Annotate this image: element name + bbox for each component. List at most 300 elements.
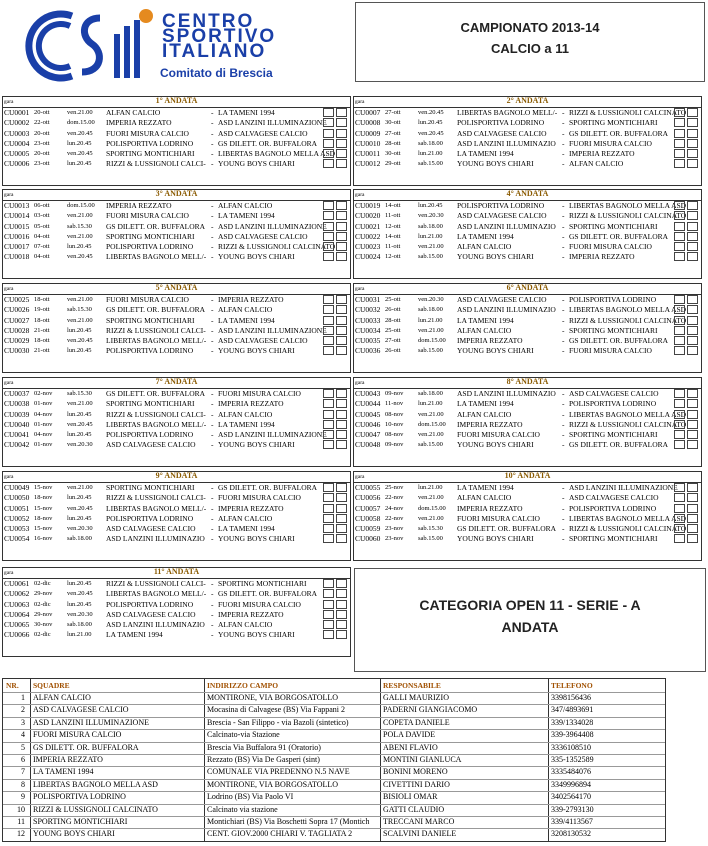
score-away-box[interactable] [687, 430, 698, 439]
score-home-box[interactable] [674, 504, 685, 513]
home-team: YOUNG BOYS CHIARI [457, 534, 534, 544]
match-date: 20-ott [34, 150, 50, 158]
home-team: GS DILETT. OR. BUFFALORA [106, 389, 206, 398]
match-row [354, 420, 701, 430]
home-team: LA TAMENI 1994 [457, 315, 514, 325]
home-team: ALFAN CALCIO [457, 325, 512, 335]
score-home-box[interactable] [674, 440, 685, 449]
match-time: lun.20.45 [67, 326, 92, 334]
vs-separator: - [211, 325, 214, 335]
score-away-box[interactable] [336, 346, 347, 355]
score-home-box[interactable] [674, 242, 685, 251]
score-away-box[interactable] [336, 295, 347, 304]
match-row [354, 201, 701, 211]
away-team: ASD CALVAGESE CALCIO [218, 128, 308, 138]
score-away-box[interactable] [336, 440, 347, 449]
away-team: ALFAN CALCIO [218, 620, 273, 630]
team-manager: GATTI CLAUDIO [383, 804, 445, 814]
match-row [3, 579, 350, 589]
score-away-box[interactable] [687, 201, 698, 210]
vs-separator: - [562, 305, 565, 315]
round-header [354, 97, 701, 108]
score-away-box[interactable] [336, 139, 347, 148]
match-code: CU0037 [4, 389, 30, 398]
score-home-box[interactable] [674, 493, 685, 502]
score-home-box[interactable] [323, 305, 334, 314]
score-home-box[interactable] [323, 524, 334, 533]
score-home-box[interactable] [674, 389, 685, 398]
match-code: CU0027 [4, 315, 30, 325]
score-home-box[interactable] [323, 139, 334, 148]
score-away-box[interactable] [336, 316, 347, 325]
score-home-box[interactable] [323, 430, 334, 439]
score-home-box[interactable] [323, 504, 334, 513]
match-date: 25-ott [385, 296, 401, 303]
field-address: COMUNALE VIA PREDENNO N.5 NAVE [207, 767, 350, 777]
score-away-box[interactable] [687, 305, 698, 314]
vs-separator: - [211, 118, 214, 128]
score-away-box[interactable] [687, 316, 698, 325]
csi-logo [12, 6, 342, 88]
score-home-box[interactable] [323, 149, 334, 158]
teams-row [3, 704, 665, 716]
team-number: 12 [17, 829, 25, 839]
score-home-box[interactable] [674, 129, 685, 138]
score-home-box[interactable] [674, 420, 685, 429]
vs-separator: - [562, 336, 565, 346]
score-away-box[interactable] [687, 524, 698, 533]
match-date: 11-ott [385, 243, 401, 251]
score-home-box[interactable] [674, 108, 685, 117]
field-address: Calcinato-via Stazione [207, 730, 280, 740]
score-away-box[interactable] [687, 222, 698, 231]
score-away-box[interactable] [336, 620, 347, 629]
away-team: GS DILETT. OR. BUFFALORA [218, 138, 318, 148]
score-away-box[interactable] [687, 534, 698, 543]
score-home-box[interactable] [674, 316, 685, 325]
score-away-box[interactable] [336, 579, 347, 588]
round-header [3, 568, 350, 579]
match-date: 25-nov [385, 484, 404, 491]
away-team: SPORTING MONTICHIARI [569, 221, 658, 231]
match-code: CU0056 [355, 493, 381, 503]
team-phone: 339-2793130 [551, 804, 594, 814]
team-name: LA TAMENI 1994 [33, 767, 94, 777]
team-number: 9 [21, 792, 25, 802]
team-name: GS DILETT. OR. BUFFALORA [33, 742, 139, 752]
match-row [3, 232, 350, 242]
score-home-box[interactable] [323, 399, 334, 408]
score-away-box[interactable] [687, 295, 698, 304]
away-team: FUORI MISURA CALCIO [569, 346, 652, 356]
away-team: ALFAN CALCIO [218, 409, 273, 419]
vs-separator: - [562, 221, 565, 231]
match-code: CU0019 [355, 201, 381, 210]
score-home-box[interactable] [674, 534, 685, 543]
score-away-box[interactable] [336, 589, 347, 598]
match-date: 26-ott [385, 306, 401, 314]
match-row [3, 410, 350, 420]
score-away-box[interactable] [687, 389, 698, 398]
home-team: SPORTING MONTICHIARI [106, 483, 195, 492]
match-time: ven.20.30 [418, 296, 444, 303]
home-team: ASD CALVAGESE CALCIO [106, 440, 196, 450]
score-home-box[interactable] [323, 201, 334, 210]
score-home-box[interactable] [674, 232, 685, 241]
score-home-box[interactable] [323, 222, 334, 231]
score-home-box[interactable] [674, 295, 685, 304]
score-away-box[interactable] [336, 211, 347, 220]
teams-row [3, 742, 665, 754]
score-home-box[interactable] [323, 440, 334, 449]
team-number: 5 [21, 742, 25, 752]
vs-separator: - [562, 325, 565, 335]
score-away-box[interactable] [336, 201, 347, 210]
score-away-box[interactable] [687, 149, 698, 158]
match-date: 09-nov [385, 441, 404, 449]
match-code: CU0035 [355, 336, 381, 346]
away-team: IMPERIA REZZATO [218, 609, 284, 619]
match-code: CU0029 [4, 336, 30, 346]
score-away-box[interactable] [336, 252, 347, 261]
score-home-box[interactable] [674, 211, 685, 220]
home-team: RIZZI & LUSSIGNOLI CALCI- [106, 325, 206, 335]
away-team: POLISPORTIVA LODRINO [569, 503, 657, 513]
round-header [354, 378, 701, 389]
gara-label: gara [4, 99, 14, 105]
vs-separator: - [562, 534, 565, 544]
field-address: MONTIRONE, VIA BORGOSATOLLO [207, 779, 339, 789]
vs-separator: - [211, 483, 214, 492]
score-home-box[interactable] [323, 420, 334, 429]
score-away-box[interactable] [336, 118, 347, 127]
match-time: sab.15.00 [418, 160, 443, 168]
match-code: CU0051 [4, 503, 30, 513]
team-number: 11 [17, 817, 25, 826]
match-time: lun.20.45 [67, 139, 92, 147]
score-away-box[interactable] [336, 493, 347, 502]
match-code: CU0055 [355, 483, 381, 492]
score-away-box[interactable] [336, 610, 347, 619]
match-code: CU0028 [4, 325, 30, 335]
vs-separator: - [211, 399, 214, 409]
score-away-box[interactable] [336, 399, 347, 408]
match-date: 05-ott [34, 222, 50, 230]
home-team: FUORI MISURA CALCIO [106, 211, 189, 221]
score-home-box[interactable] [323, 336, 334, 345]
score-home-box[interactable] [674, 524, 685, 533]
home-team: GS DILETT. OR. BUFFALORA [457, 524, 557, 534]
score-home-box[interactable] [674, 201, 685, 210]
match-row [354, 305, 701, 315]
score-home-box[interactable] [674, 326, 685, 335]
home-team: ASD LANZINI ILLUMINAZIO [106, 534, 205, 544]
home-team: YOUNG BOYS CHIARI [457, 252, 534, 262]
match-time: ven.21.00 [67, 484, 93, 491]
score-away-box[interactable] [336, 159, 347, 168]
match-date: 27-ott [385, 129, 401, 137]
score-home-box[interactable] [674, 399, 685, 408]
home-team: LIBERTAS BAGNOLO MELL/- [106, 336, 207, 346]
match-time: sab.15.00 [418, 253, 443, 261]
score-home-box[interactable] [674, 430, 685, 439]
score-home-box[interactable] [674, 159, 685, 168]
vs-separator: - [562, 389, 565, 398]
score-away-box[interactable] [687, 399, 698, 408]
score-home-box[interactable] [323, 326, 334, 335]
match-date: 23-nov [385, 535, 404, 543]
away-team: IMPERIA REZZATO [569, 149, 635, 159]
score-away-box[interactable] [687, 346, 698, 355]
match-date: 11-ott [385, 212, 401, 220]
match-row [3, 440, 350, 450]
match-date: 15-nov [34, 484, 53, 491]
match-code: CU0007 [355, 108, 381, 117]
match-code: CU0040 [4, 419, 30, 429]
team-phone: 335-1352589 [551, 755, 594, 764]
match-date: 10-nov [385, 420, 404, 428]
score-away-box[interactable] [336, 600, 347, 609]
match-time: ven.21.00 [67, 109, 93, 116]
home-team: LIBERTAS BAGNOLO MELL/- [106, 503, 207, 513]
match-date: 16-nov [34, 535, 53, 543]
score-away-box[interactable] [336, 336, 347, 345]
score-away-box[interactable] [336, 108, 347, 117]
teams-row [3, 816, 665, 828]
score-away-box[interactable] [336, 524, 347, 533]
score-home-box[interactable] [323, 316, 334, 325]
match-code: CU0047 [355, 430, 381, 440]
team-phone: 339/4113567 [551, 817, 593, 826]
team-number: 3 [21, 717, 25, 727]
vs-separator: - [211, 440, 214, 450]
match-time: lun.20.45 [67, 600, 92, 608]
score-away-box[interactable] [336, 534, 347, 543]
score-home-box[interactable] [674, 305, 685, 314]
match-time: ven.20.45 [67, 150, 93, 158]
score-home-box[interactable] [323, 252, 334, 261]
score-away-box[interactable] [687, 493, 698, 502]
score-away-box[interactable] [336, 222, 347, 231]
match-row [3, 326, 350, 336]
score-away-box[interactable] [687, 336, 698, 345]
score-away-box[interactable] [687, 326, 698, 335]
vs-separator: - [211, 128, 214, 138]
score-away-box[interactable] [336, 420, 347, 429]
score-away-box[interactable] [336, 504, 347, 513]
vs-separator: - [211, 149, 214, 159]
score-home-box[interactable] [323, 410, 334, 419]
away-team: SPORTING MONTICHIARI [569, 430, 658, 440]
home-team: GS DILETT. OR. BUFFALORA [106, 221, 206, 231]
match-code: CU0009 [355, 128, 381, 138]
match-date: 09-nov [385, 390, 404, 397]
score-home-box[interactable] [674, 346, 685, 355]
score-home-box[interactable] [323, 630, 334, 639]
score-away-box[interactable] [687, 118, 698, 127]
score-home-box[interactable] [323, 514, 334, 523]
score-home-box[interactable] [323, 493, 334, 502]
round-header [3, 472, 350, 483]
score-away-box[interactable] [687, 514, 698, 523]
gara-label: gara [355, 380, 365, 386]
score-away-box[interactable] [687, 483, 698, 492]
match-time: ven.21.00 [418, 326, 444, 334]
match-date: 02-nov [34, 390, 53, 397]
score-home-box[interactable] [674, 336, 685, 345]
score-home-box[interactable] [323, 600, 334, 609]
score-away-box[interactable] [336, 483, 347, 492]
score-away-box[interactable] [687, 139, 698, 148]
score-home-box[interactable] [323, 295, 334, 304]
away-team: IMPERIA REZZATO [569, 252, 635, 262]
vs-separator: - [562, 503, 565, 513]
match-date: 04-nov [34, 410, 53, 418]
match-time: ven.21.00 [67, 400, 93, 408]
score-away-box[interactable] [336, 389, 347, 398]
gara-label: gara [4, 192, 14, 198]
score-away-box[interactable] [687, 159, 698, 168]
score-home-box[interactable] [674, 222, 685, 231]
score-home-box[interactable] [323, 579, 334, 588]
score-home-box[interactable] [674, 139, 685, 148]
score-away-box[interactable] [336, 326, 347, 335]
score-home-box[interactable] [323, 129, 334, 138]
score-home-box[interactable] [674, 514, 685, 523]
match-row [354, 524, 701, 534]
score-home-box[interactable] [674, 149, 685, 158]
score-home-box[interactable] [323, 483, 334, 492]
score-home-box[interactable] [674, 118, 685, 127]
match-code: CU0023 [355, 242, 381, 252]
score-away-box[interactable] [336, 149, 347, 158]
match-date: 02-dic [34, 580, 51, 587]
score-home-box[interactable] [323, 534, 334, 543]
score-away-box[interactable] [687, 252, 698, 261]
score-away-box[interactable] [336, 232, 347, 241]
match-date: 28-ott [385, 316, 401, 324]
away-team: IMPERIA REZZATO [218, 503, 284, 513]
match-row [3, 524, 350, 534]
match-date: 18-ott [34, 337, 50, 345]
home-team: GS DILETT. OR. BUFFALORA [106, 305, 206, 315]
match-time: lun.20.45 [67, 410, 92, 418]
match-row [354, 430, 701, 440]
match-code: CU0022 [355, 231, 381, 241]
score-away-box[interactable] [687, 129, 698, 138]
score-home-box[interactable] [323, 242, 334, 251]
score-home-box[interactable] [323, 232, 334, 241]
gara-label: gara [355, 286, 365, 292]
home-team: ALFAN CALCIO [457, 242, 512, 252]
vs-separator: - [562, 108, 565, 117]
score-away-box[interactable] [687, 410, 698, 419]
vs-separator: - [211, 534, 214, 544]
match-time: lun.20.45 [67, 431, 92, 439]
score-home-box[interactable] [323, 389, 334, 398]
score-away-box[interactable] [687, 108, 698, 117]
vs-separator: - [562, 513, 565, 523]
round-title: 9° ANDATA [155, 471, 198, 480]
home-team: LA TAMENI 1994 [457, 399, 514, 409]
match-date: 21-ott [34, 347, 50, 355]
match-row [3, 620, 350, 630]
match-date: 07-ott [34, 243, 50, 251]
vs-separator: - [562, 128, 565, 138]
vs-separator: - [211, 409, 214, 419]
match-time: sab.15.30 [67, 306, 92, 314]
score-away-box[interactable] [336, 630, 347, 639]
match-row [3, 201, 350, 211]
teams-row [3, 804, 665, 816]
score-away-box[interactable] [336, 514, 347, 523]
vs-separator: - [562, 409, 565, 419]
home-team: ALFAN CALCIO [457, 493, 512, 503]
score-away-box[interactable] [336, 430, 347, 439]
team-manager: TRECCANI MARCO [383, 817, 455, 826]
score-away-box[interactable] [687, 232, 698, 241]
match-code: CU0042 [4, 440, 30, 450]
away-team: ASD CALVAGESE CALCIO [218, 231, 308, 241]
score-away-box[interactable] [687, 211, 698, 220]
score-away-box[interactable] [336, 305, 347, 314]
match-code: CU0014 [4, 211, 30, 221]
score-home-box[interactable] [323, 159, 334, 168]
score-home-box[interactable] [674, 483, 685, 492]
home-team: IMPERIA REZZATO [457, 419, 523, 429]
score-home-box[interactable] [323, 346, 334, 355]
match-date: 23-ott [34, 139, 50, 147]
match-date: 18-nov [34, 494, 53, 502]
round-box [2, 377, 351, 467]
away-team: LIBERTAS BAGNOLO MELLA ASD [569, 513, 687, 523]
score-home-box[interactable] [674, 252, 685, 261]
score-away-box[interactable] [687, 420, 698, 429]
score-away-box[interactable] [336, 410, 347, 419]
round-header [354, 284, 701, 295]
score-away-box[interactable] [687, 440, 698, 449]
gara-label: gara [4, 474, 14, 480]
round-box [353, 377, 702, 467]
score-home-box[interactable] [674, 410, 685, 419]
score-away-box[interactable] [687, 242, 698, 251]
home-team: POLISPORTIVA LODRINO [106, 430, 194, 440]
match-date: 20-ott [34, 109, 50, 116]
teams-row [3, 729, 665, 741]
match-date: 27-ott [385, 109, 401, 116]
team-number: 7 [21, 767, 25, 777]
match-time: ven.21.00 [418, 243, 444, 251]
score-home-box[interactable] [323, 211, 334, 220]
away-team: LIBERTAS BAGNOLO MELLA ASD [569, 409, 687, 419]
match-row [3, 222, 350, 232]
home-team: RIZZI & LUSSIGNOLI CALCI- [106, 579, 206, 588]
score-home-box[interactable] [323, 118, 334, 127]
score-away-box[interactable] [687, 504, 698, 513]
team-number: 6 [21, 755, 25, 764]
score-home-box[interactable] [323, 620, 334, 629]
score-home-box[interactable] [323, 589, 334, 598]
match-code: CU0054 [4, 534, 30, 544]
score-away-box[interactable] [336, 129, 347, 138]
score-home-box[interactable] [323, 610, 334, 619]
score-home-box[interactable] [323, 108, 334, 117]
score-away-box[interactable] [336, 242, 347, 251]
match-code: CU0061 [4, 579, 30, 588]
home-team: LIBERTAS BAGNOLO MELL/- [106, 252, 207, 262]
vs-separator: - [562, 430, 565, 440]
team-manager: COPETA DANIELE [383, 717, 450, 727]
